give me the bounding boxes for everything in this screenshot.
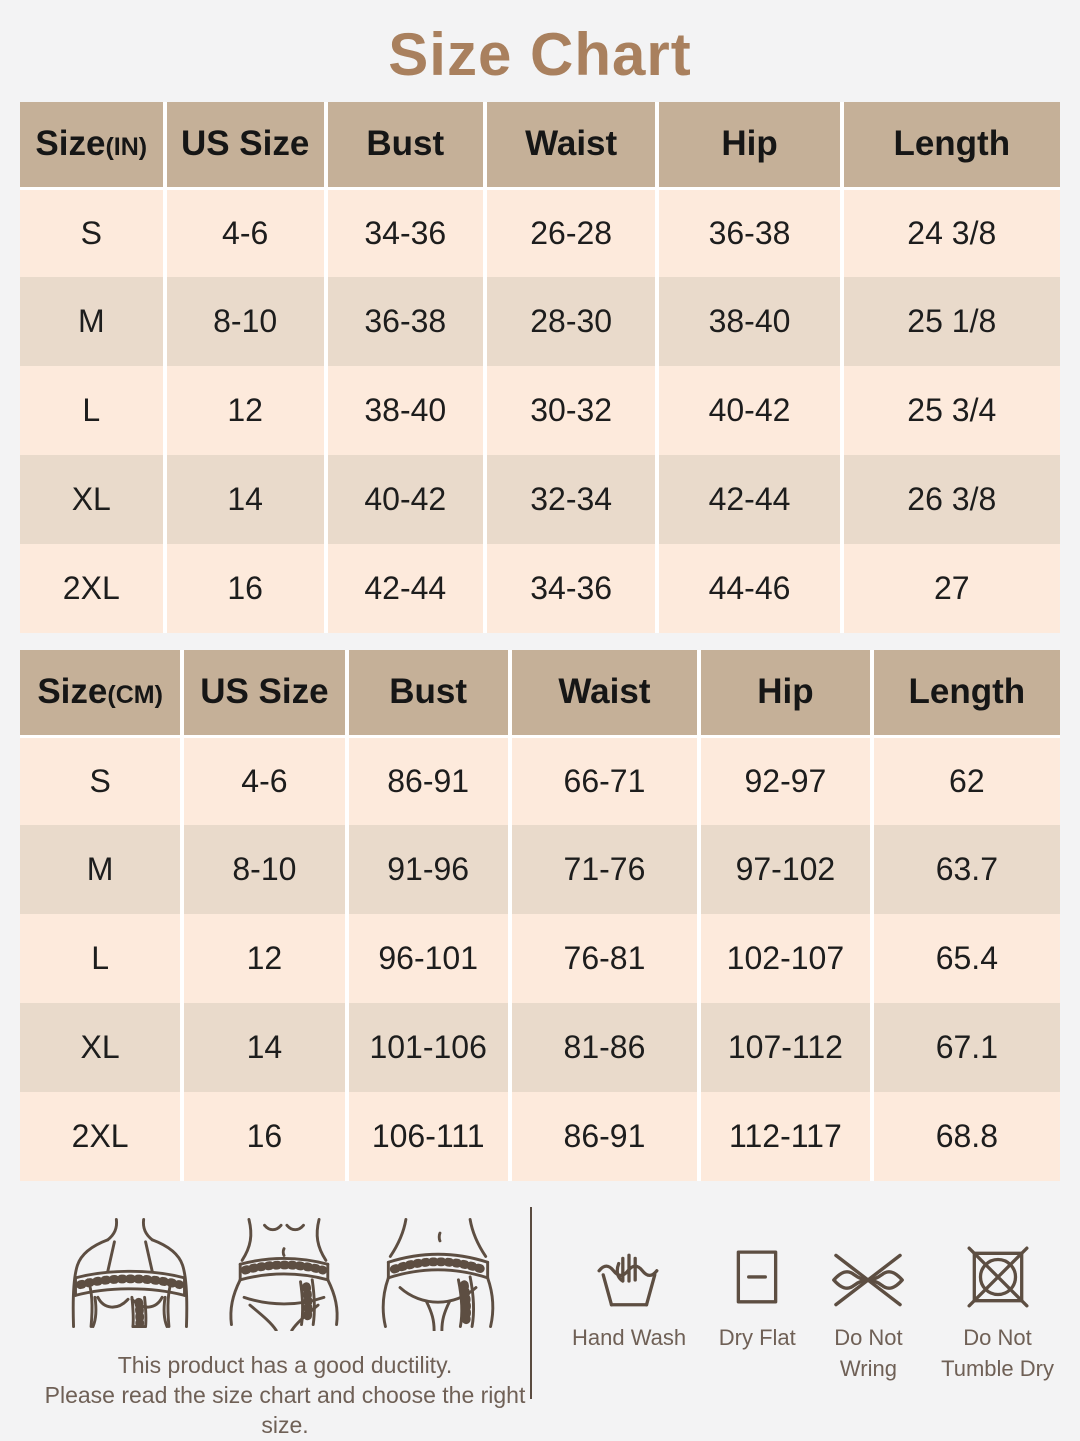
- bust-measure-icon: [57, 1215, 203, 1331]
- size-cell: XL: [20, 455, 165, 544]
- dry-flat-icon: [728, 1231, 786, 1311]
- us-size-cell: 8-10: [182, 825, 346, 914]
- length-cell: 27: [842, 544, 1060, 633]
- us-size-cell: 14: [182, 1003, 346, 1092]
- page-title: Size Chart: [388, 21, 692, 88]
- hip-cell: 102-107: [699, 914, 872, 1003]
- size-cell: 2XL: [20, 1092, 182, 1181]
- waist-cell: 26-28: [485, 188, 658, 277]
- bust-cell: 101-106: [347, 1003, 510, 1092]
- us-size-cell: 4-6: [182, 736, 346, 825]
- waist-cell: 32-34: [485, 455, 658, 544]
- waist-cell: 76-81: [510, 914, 699, 1003]
- table-row: [20, 736, 1060, 825]
- care-item-hand-wash: [572, 1231, 686, 1441]
- hip-cell: 40-42: [657, 366, 841, 455]
- length-cell: 62: [872, 736, 1060, 825]
- table-row: [20, 914, 1060, 1003]
- length-cell: 67.1: [872, 1003, 1060, 1092]
- table-row: [20, 366, 1060, 455]
- size-cell: M: [20, 277, 165, 366]
- size-unit-label: (CM): [107, 681, 163, 710]
- bust-cell: 36-38: [326, 277, 485, 366]
- header-row: [20, 102, 1060, 188]
- bust-cell: 86-91: [347, 736, 510, 825]
- hip-cell: 44-46: [657, 544, 841, 633]
- bust-cell: 40-42: [326, 455, 485, 544]
- hip-cell: 107-112: [699, 1003, 872, 1092]
- size-unit-label: (IN): [105, 133, 148, 162]
- waist-cell: 81-86: [510, 1003, 699, 1092]
- hip-cell: 36-38: [657, 188, 841, 277]
- us-size-cell: 4-6: [165, 188, 326, 277]
- us-size-cell: 8-10: [165, 277, 326, 366]
- us-size-cell: 14: [165, 455, 326, 544]
- waist-cell: 71-76: [510, 825, 699, 914]
- hip-cell: 42-44: [657, 455, 841, 544]
- length-cell: 68.8: [872, 1092, 1060, 1181]
- size-table-cm: [20, 650, 1060, 1181]
- us-size-cell: 16: [165, 544, 326, 633]
- column-header-waist: Waist: [485, 102, 658, 188]
- table-row: [20, 1003, 1060, 1092]
- column-header-size: Size(CM): [20, 650, 182, 736]
- do-not-wring-icon: [828, 1231, 908, 1311]
- bust-cell: 38-40: [326, 366, 485, 455]
- waist-cell: 30-32: [485, 366, 658, 455]
- hip-cell: 97-102: [699, 825, 872, 914]
- size-cell: S: [20, 188, 165, 277]
- size-cell: S: [20, 736, 182, 825]
- us-size-cell: 16: [182, 1092, 346, 1181]
- size-cell: 2XL: [20, 544, 165, 633]
- length-cell: 24 3/8: [842, 188, 1060, 277]
- care-label: Hand Wash: [572, 1325, 687, 1350]
- length-cell: 25 1/8: [842, 277, 1060, 366]
- size-cell: XL: [20, 1003, 182, 1092]
- care-item-do-not-tumble-dry: [941, 1231, 1054, 1441]
- do-not-tumble-dry-icon: [964, 1231, 1032, 1311]
- us-size-cell: 12: [182, 914, 346, 1003]
- table-row: [20, 188, 1060, 277]
- column-header-bust: Bust: [347, 650, 510, 736]
- hip-measure-icon: [365, 1215, 511, 1331]
- waist-measure-icon: [211, 1215, 357, 1331]
- table-row: [20, 455, 1060, 544]
- hip-cell: 92-97: [699, 736, 872, 825]
- care-item-dry-flat: [719, 1231, 796, 1441]
- column-header-length: Length: [872, 650, 1060, 736]
- column-header-bust: Bust: [326, 102, 485, 188]
- us-size-cell: 12: [165, 366, 326, 455]
- bust-cell: 106-111: [347, 1092, 510, 1181]
- header-row: [20, 650, 1060, 736]
- size-table-inches: [20, 102, 1060, 633]
- length-cell: 25 3/4: [842, 366, 1060, 455]
- table-row: [20, 825, 1060, 914]
- hand-wash-icon: [595, 1231, 663, 1311]
- footnote-text: [10, 1351, 530, 1441]
- hip-cell: 38-40: [657, 277, 841, 366]
- column-header-hip: Hip: [657, 102, 841, 188]
- bust-cell: 91-96: [347, 825, 510, 914]
- column-header-us-size: US Size: [165, 102, 326, 188]
- info-strip: [10, 1185, 1070, 1441]
- hip-cell: 112-117: [699, 1092, 872, 1181]
- table-row: [20, 1092, 1060, 1181]
- column-header-size: Size(IN): [20, 102, 165, 188]
- bust-cell: 42-44: [326, 544, 485, 633]
- bust-cell: 96-101: [347, 914, 510, 1003]
- care-instructions: [532, 1185, 1070, 1441]
- care-label: Dry Flat: [718, 1325, 796, 1350]
- column-header-hip: Hip: [699, 650, 872, 736]
- bust-cell: 34-36: [326, 188, 485, 277]
- waist-cell: 86-91: [510, 1092, 699, 1181]
- table-row: [20, 277, 1060, 366]
- column-header-length: Length: [842, 102, 1060, 188]
- column-header-us-size: US Size: [182, 650, 346, 736]
- length-cell: 65.4: [872, 914, 1060, 1003]
- footnote-line-1: This product has a good ductility.: [117, 1352, 453, 1378]
- waist-cell: 34-36: [485, 544, 658, 633]
- length-cell: 63.7: [872, 825, 1060, 914]
- size-cell: L: [20, 366, 165, 455]
- length-cell: 26 3/8: [842, 455, 1060, 544]
- column-header-waist: Waist: [510, 650, 699, 736]
- care-item-do-not-wring: [828, 1231, 908, 1441]
- measure-figures-block: [10, 1185, 530, 1441]
- waist-cell: 28-30: [485, 277, 658, 366]
- footnote-line-2: Please read the size chart and choose the right size.: [44, 1381, 526, 1438]
- table-row: [20, 544, 1060, 633]
- care-label: Do Not Wring: [834, 1325, 903, 1381]
- size-cell: M: [20, 825, 182, 914]
- care-label: Do Not Tumble Dry: [941, 1325, 1054, 1381]
- size-cell: L: [20, 914, 182, 1003]
- waist-cell: 66-71: [510, 736, 699, 825]
